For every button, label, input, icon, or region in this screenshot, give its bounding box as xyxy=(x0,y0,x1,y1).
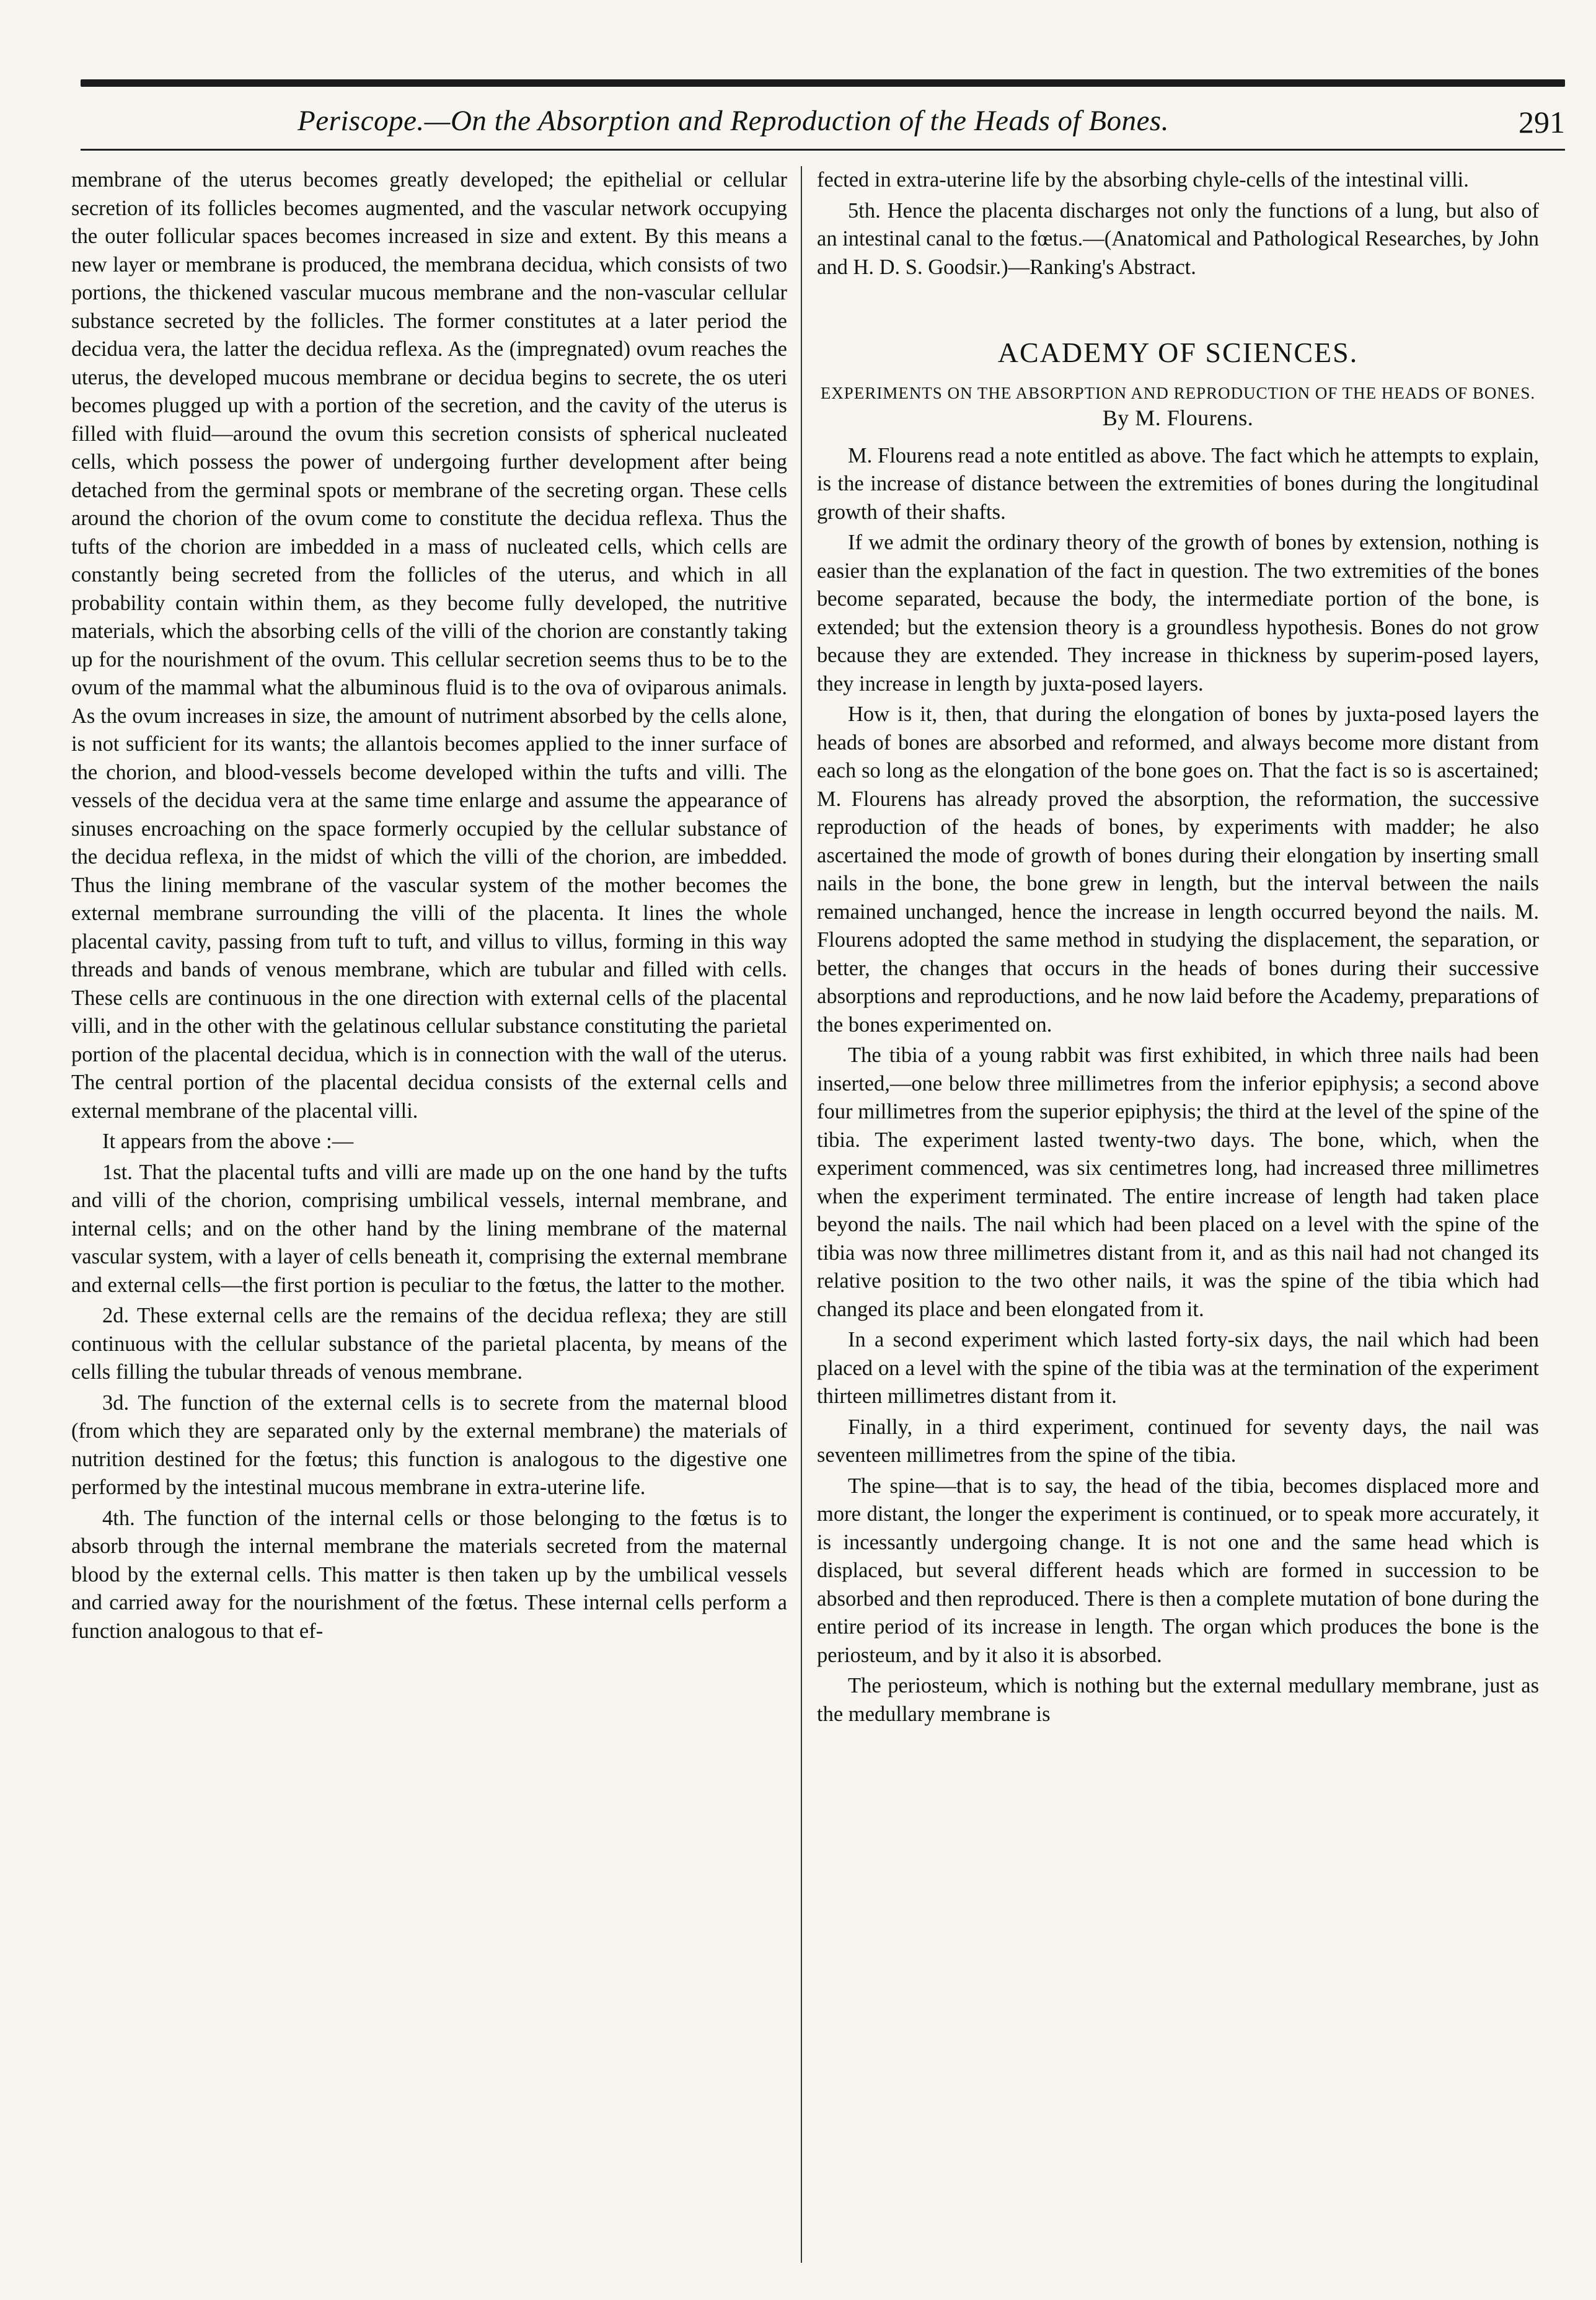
section-heading: ACADEMY OF SCIENCES. xyxy=(997,337,1359,368)
article-title-text: EXPERIMENTS ON THE ABSORPTION AND REPRODUCTION OF THE HEADS OF BONES. xyxy=(820,383,1536,402)
page-number: 291 xyxy=(1519,105,1565,139)
top-rule xyxy=(81,79,1565,87)
paragraph: It appears from the above :— xyxy=(102,1130,354,1153)
running-title: Periscope.—On the Absorption and Reproduction of the Heads of Bones. xyxy=(298,105,1169,137)
paragraph: Finally, in a third experiment, continued for seventy days, the nail was seventeen millimetres from the spine of the tibia. xyxy=(817,1415,1539,1467)
paragraph: The periosteum, which is nothing but the external medullary membrane, just as the medullary membrane is xyxy=(817,1674,1539,1726)
paragraph: 2d. These external cells are the remains of the decidua reflexa; they are still continuous with the cellular substance of the parietal placenta, by means of the cells filling the tubular threads of venous membrane. xyxy=(71,1304,787,1384)
paragraph: If we admit the ordinary theory of the growth of bones by extension, nothing is easier than the explanation of the fact in question. The two extremities of the bones become separated, because the body, the intermediate portion of the bone, is extended; but the extension theory is a groundless hypothesis. Bones do not grow because they are extended. They increase in thickness by superim-posed layers, they increase in length by juxta-posed layers. xyxy=(817,531,1539,696)
column-divider xyxy=(801,166,802,2263)
paragraph: In a second experiment which lasted forty-six days, the nail which had been placed on a level with the spine of the tibia was at the termination of the experiment thirteen millimetres distant from it. xyxy=(817,1328,1539,1408)
paragraph: How is it, then, that during the elongation of bones by juxta-posed layers the heads of bones are absorbed and reformed, and always become more distant from each so long as the elongation of the bone goes on. That the fact is so is ascertained; M. Flourens has already proved the absorption, the reformation, the successive reproduction of the heads of bones, by experiments with madder; he also ascertained the mode of growth of bones during their elongation by inserting small nails in the bone, the bone grew in length, but the interval between the nails remained unchanged, hence the increase in length occurred beyond the nails. M. Flourens adopted the same method in studying the displacement, the separation, or better, the changes that occurs in the heads of bones during their successive absorptions and reproductions, and he now laid before the Academy, preparations of the bones experimented on. xyxy=(817,702,1539,1037)
paragraph: The spine—that is to say, the head of the tibia, becomes displaced more and more distant, the longer the experiment is continued, or to speak more accurately, it is incessantly undergoing change. It is not one and the same head which is displaced, but several different heads which are formed in succession to be absorbed and then reproduced. There is then a complete mutation of bone during the entire period of its increase in length. The organ which produces the bone is the periosteum, and by it also it is absorbed. xyxy=(817,1474,1539,1667)
article-title xyxy=(817,381,1539,432)
paragraph: fected in extra-uterine life by the absorbing chyle-cells of the intestinal villi. xyxy=(817,168,1469,192)
article-author: By M. Flourens. xyxy=(1102,405,1254,430)
paragraph: 5th. Hence the placenta discharges not only the functions of a lung, but also of an intestinal canal to the fœtus.—(Anatomical and Pathological Researches, by John and H. D. S. Goodsir.)—Ranking's Abstract. xyxy=(817,198,1540,279)
header-rule xyxy=(81,149,1565,151)
page-header xyxy=(81,93,1565,145)
right-column xyxy=(817,166,1539,2275)
paragraph: membrane of the uterus becomes greatly developed; the epithelial or cellular secretion of its follicles becomes augmented, and the vascular network occupying the outer follicular spaces becomes increased in size and extent. By this means a new layer or membrane is produced, the membrana decidua, which consists of two portions, the thickened vascular mucous membrane and the non-vascular cellular substance secreted by the follicles. The former constitutes at a later period the decidua vera, the latter the decidua reflexa. As the (impregnated) ovum reaches the uterus, the developed mucous membrane or decidua begins to secrete, the os uteri becomes plugged up with a portion of the secretion, and the cavity of the uterus is filled with fluid—around the ovum this secretion consists of spherical nucleated cells, which possess the power of undergoing further development after being detached from the germinal spots or membrane of the secreting organ. These cells around the chorion of the ovum come to constitute the decidua reflexa. Thus the tufts of the chorion are imbedded in a mass of nucleated cells, which cells are constantly being secreted from the follicles of the uterus, and which in all probability contain within them, as they become fully developed, the nutritive materials, which the absorbing cells of the villi of the chorion are constantly taking up for the nourishment of the ovum. This cellular secretion seems thus to be to the ovum of the mammal what the albuminous fluid is to the ova of oviparous animals. As the ovum increases in size, the amount of nutriment absorbed by the cells alone, is not sufficient for its wants; the allantois becomes applied to the inner surface of the chorion, and blood-vessels become developed within the tufts and villi. The vessels of the decidua vera at the same time enlarge and assume the appearance of sinuses encroaching on the space formerly occupied by the cellular substance of the decidua reflexa, in the midst of which the villi of the chorion, are imbedded. Thus the lining membrane of the vascular system of the mother becomes the external membrane surrounding the villi of the placenta. It lines the whole placental cavity, passing from tuft to tuft, and villus to villus, forming in this way threads and bands of venous membrane, which are tubular and filled with cells. These cells are continuous in the one direction with external cells of the placental villi, and in the other with the gelatinous cellular substance constituting the parietal portion of the placental decidua, which is in connection with the wall of the uterus. The central portion of the placental decidua consists of the external cells and external membrane of the placental villi. xyxy=(71,168,787,1123)
paragraph: 4th. The function of the internal cells or those belonging to the fœtus is to absorb through the internal membrane the materials secreted from the maternal blood by the external cells. This matter is then taken up by the umbilical vessels and carried away for the nourishment of the fœtus. These internal cells perform a function analogous to that ef- xyxy=(71,1506,787,1643)
paragraph: M. Flourens read a note entitled as above. The fact which he attempts to explain, is the increase of distance between the extremities of bones during the longitudinal growth of their shafts. xyxy=(817,443,1539,524)
paragraph: 1st. That the placental tufts and villi are made up on the one hand by the tufts and villi of the chorion, comprising umbilical vessels, internal membrane, and internal cells; and on the other hand by the lining membrane of the maternal vascular system, with a layer of cells beneath it, comprising the external membrane and external cells—the first portion is peculiar to the fœtus, the latter to the mother. xyxy=(71,1160,787,1297)
paragraph: The tibia of a young rabbit was first exhibited, in which three nails had been inserted,—one below three millimetres from the inferior epiphysis; a second above four millimetres from the superior epiphysis; the third at the level of the spine of the tibia. The experiment lasted twenty-two days. The bone, which, when the experiment commenced, was six centimetres long, had increased three millimetres when the experiment terminated. The entire increase of length had taken place beyond the nails. The nail which had been placed on a level with the spine of the tibia was now three millimetres distant from it, and as this nail had not changed its relative position to the two other nails, it was the spine of the tibia which had changed its place and been elongated from it. xyxy=(817,1043,1539,1321)
paragraph: 3d. The function of the external cells is to secrete from the maternal blood (from which they are separated only by the external membrane) the materials of nutrition destined for the fœtus; this function is analogous to the digestive one performed by the intestinal mucous membrane in extra-uterine life. xyxy=(71,1391,787,1499)
left-column xyxy=(71,166,787,2275)
